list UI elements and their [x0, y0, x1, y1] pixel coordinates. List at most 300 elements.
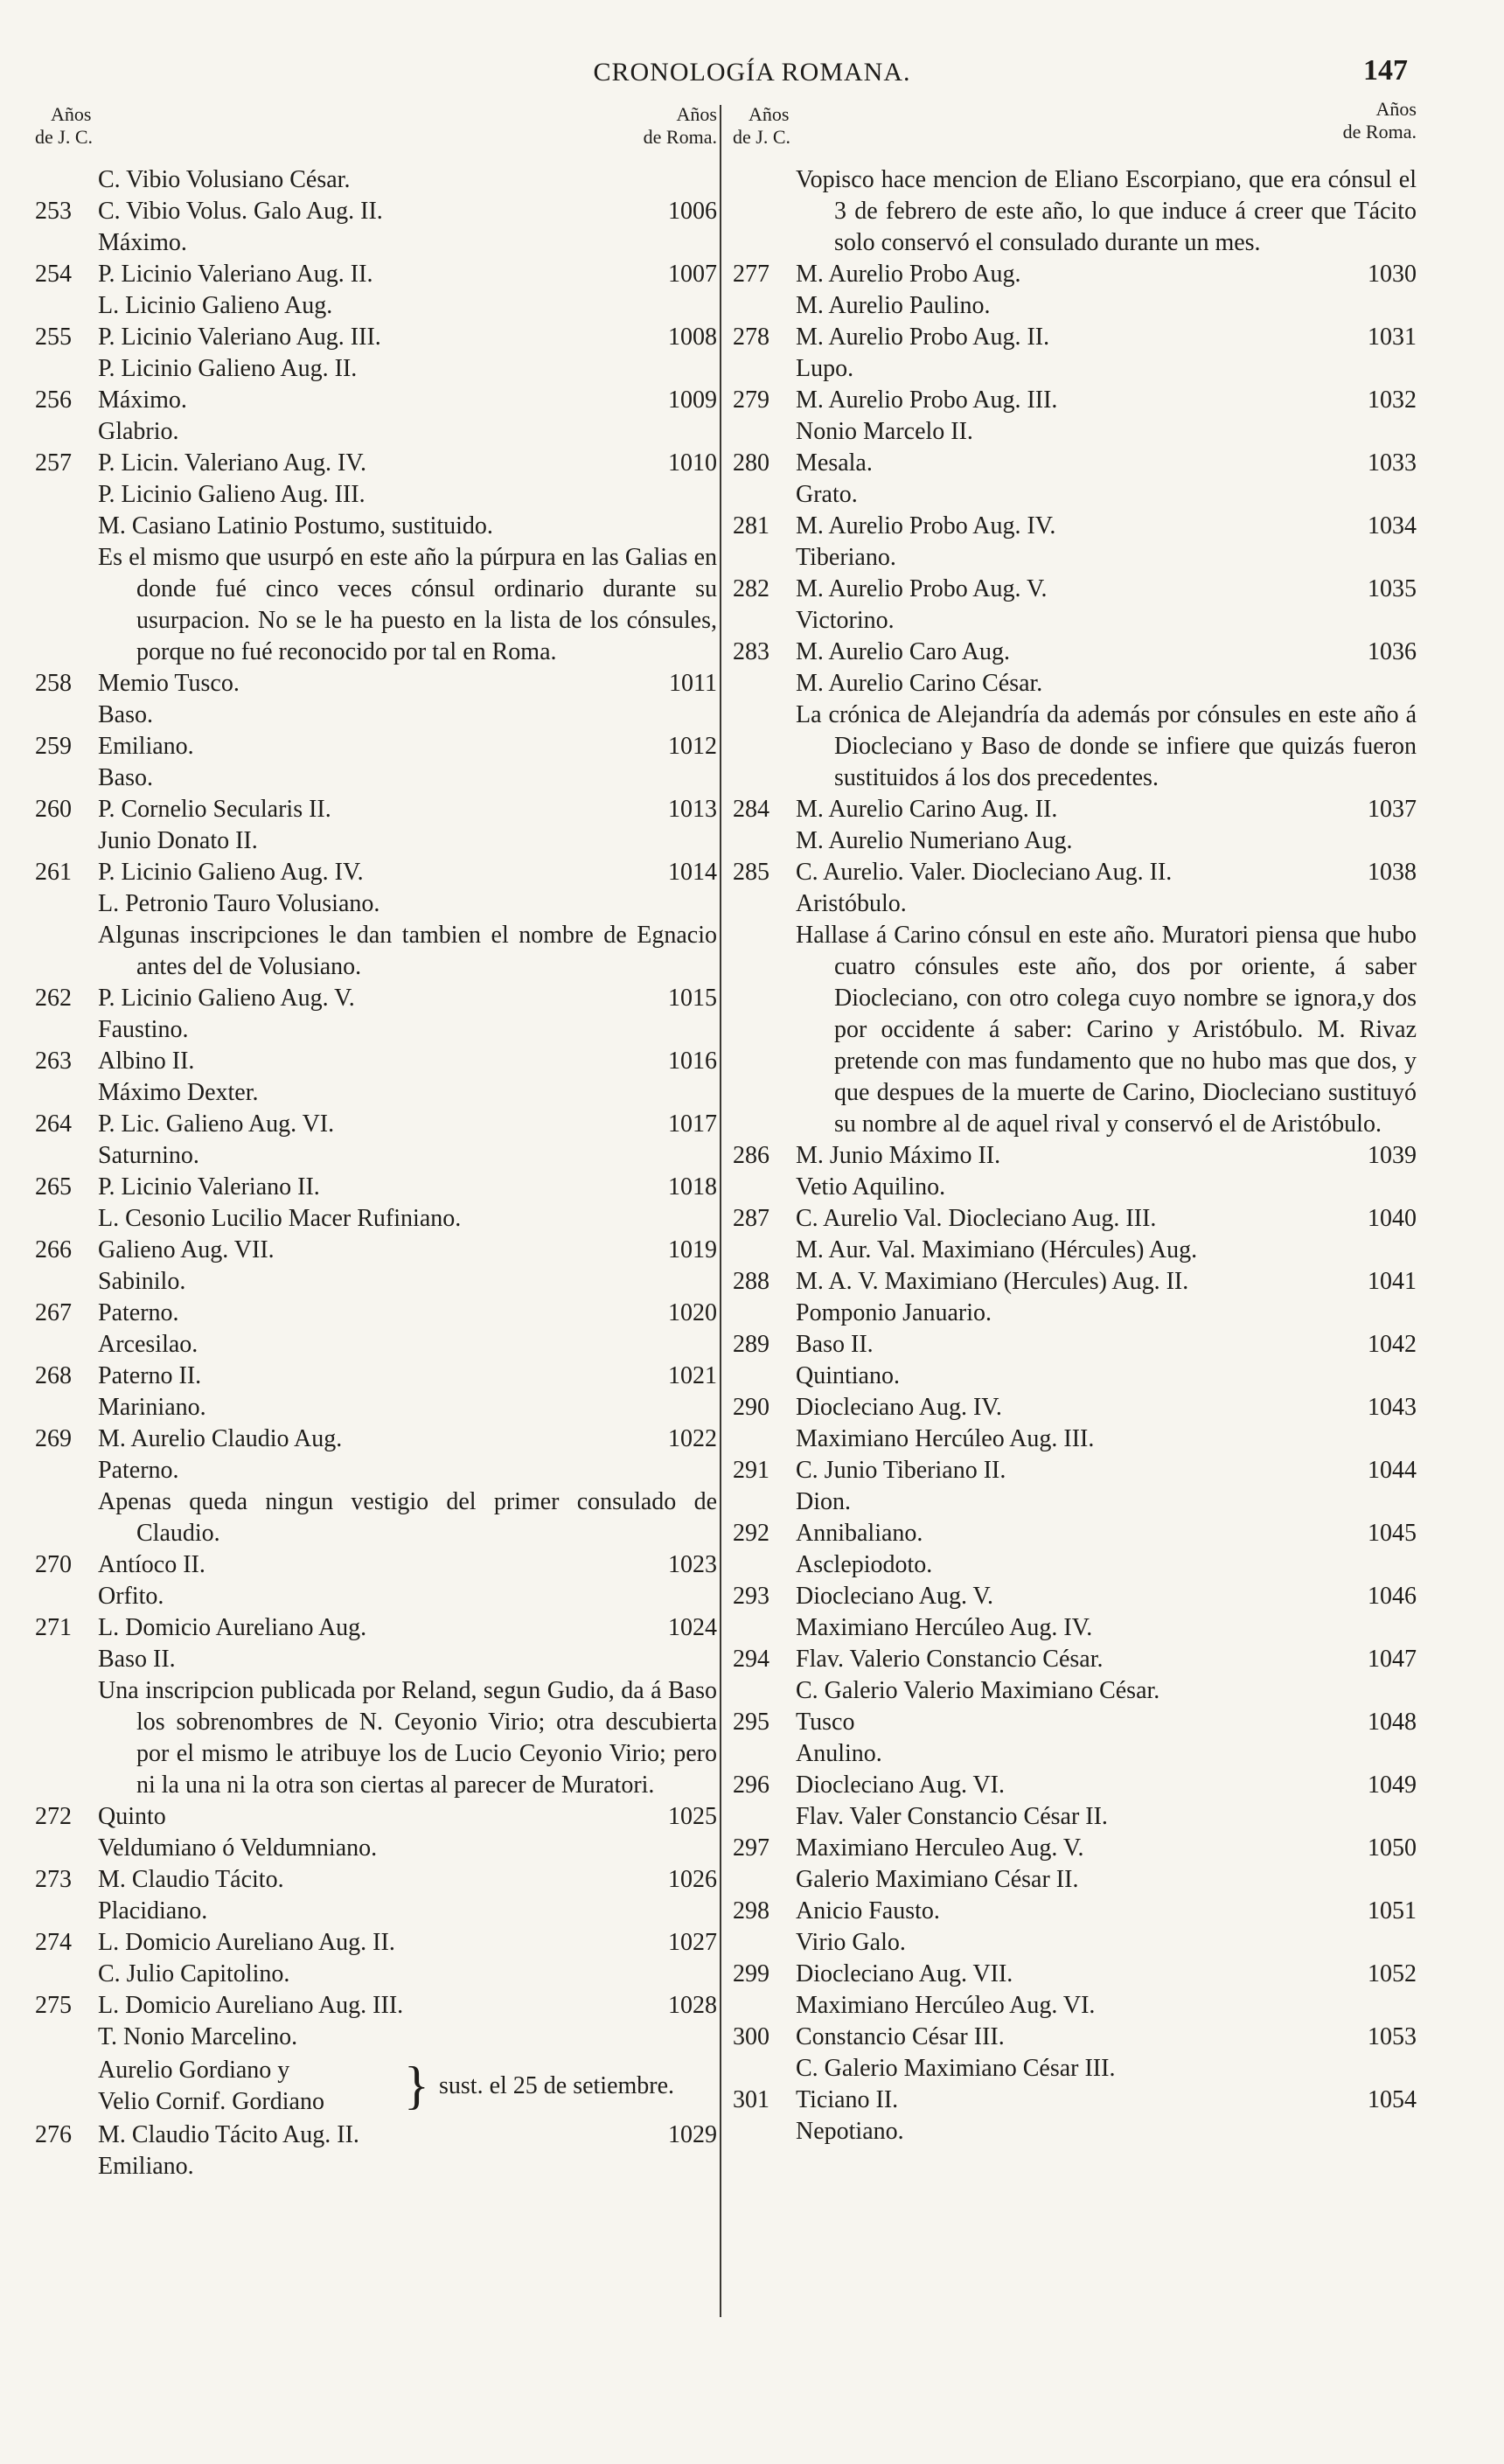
consul-name: C. Junio Tiberiano II. [796, 1457, 1006, 1484]
year-roma: 1010 [668, 449, 717, 477]
entry-line [733, 1833, 1417, 1864]
entry-line [35, 1109, 717, 1140]
column-divider [720, 105, 721, 2317]
consul-name: Maximiano Hercúleo Aug. III. [796, 1425, 1095, 1452]
consul-name: Ticiano II. [796, 2086, 899, 2113]
entry-line [35, 416, 717, 448]
note: La crónica de Alejandría da además por cónsules en este año á Diocleciano y Baso de donde se infiere que quizás fueron sustituidos á los dos precedentes. [796, 701, 1417, 791]
consul-name: P. Licinio Valeriano Aug. II. [98, 261, 373, 288]
consul-name: Junio Donato II. [98, 827, 258, 854]
consul-name: M. Aurelio Probo Aug. IV. [796, 512, 1056, 539]
consul-name: M. Aurelio Paulino. [796, 292, 991, 319]
header-de-roma: de Roma. [643, 126, 717, 148]
entry-line [733, 1329, 1417, 1361]
entry-line [733, 511, 1417, 542]
entry-line [733, 1581, 1417, 1612]
consul-name: Maximiano Herculeo Aug. V. [796, 1834, 1084, 1862]
entry-line [733, 479, 1417, 511]
consul-name: P. Cornelio Secularis II. [98, 796, 331, 823]
year-roma: 1012 [668, 733, 717, 760]
entry-line [733, 416, 1417, 448]
year-roma: 1030 [1368, 261, 1417, 288]
entry-line [35, 1172, 717, 1203]
entry-line [35, 1927, 717, 1959]
header-anos: Años [749, 103, 790, 125]
year-ad: 267 [35, 1299, 72, 1326]
year-roma: 1031 [1368, 324, 1417, 351]
year-roma: 1015 [668, 985, 717, 1012]
entry-line [733, 1707, 1417, 1738]
consul-name: P. Lic. Galieno Aug. VI. [98, 1110, 335, 1138]
entry-line [733, 1361, 1417, 1392]
entry-line [733, 1927, 1417, 1959]
year-roma: 1032 [1368, 386, 1417, 414]
consul-name: Annibaliano. [796, 1520, 923, 1547]
year-ad: 280 [733, 449, 769, 477]
consul-name: C. Vibio Volus. Galo Aug. II. [98, 198, 383, 225]
year-ad: 277 [733, 261, 769, 288]
year-ad: 262 [35, 985, 72, 1012]
year-ad: 286 [733, 1142, 769, 1169]
consul-name: M. Claudio Tácito. [98, 1866, 284, 1893]
year-roma: 1033 [1368, 449, 1417, 477]
entry-line [733, 322, 1417, 353]
entry-line [733, 1423, 1417, 1455]
entry-line [733, 385, 1417, 416]
consul-name: Glabrio. [98, 418, 179, 445]
entry-line [35, 700, 717, 731]
entry-line [733, 825, 1417, 857]
entry-line [35, 794, 717, 825]
consul-name: Emiliano. [98, 2153, 194, 2180]
consul-name: C. Aurelio Val. Diocleciano Aug. III. [796, 1205, 1157, 1232]
year-ad: 282 [733, 575, 769, 602]
consul-name: Diocleciano Aug. VII. [796, 1960, 1013, 1987]
consul-name: M. A. V. Maximiano (Hercules) Aug. II. [796, 1268, 1189, 1295]
year-roma: 1008 [668, 324, 717, 351]
entry-line [733, 668, 1417, 700]
entry-line [35, 1801, 717, 1833]
entry-line [733, 1455, 1417, 1486]
year-roma: 1040 [1368, 1205, 1417, 1232]
consul-name: Baso II. [796, 1331, 874, 1358]
entry-line [733, 259, 1417, 290]
entry-line [35, 1896, 717, 1927]
consul-name: C. Galerio Valerio Maximiano César. [796, 1677, 1160, 1704]
year-roma: 1006 [668, 198, 717, 225]
year-ad: 288 [733, 1268, 769, 1295]
entry-line [35, 1235, 717, 1266]
year-ad: 287 [733, 1205, 769, 1232]
consul-name: Galerio Maximiano César II. [796, 1866, 1079, 1893]
entry-line [35, 2022, 717, 2053]
consul-name: T. Nonio Marcelino. [98, 2023, 298, 2050]
consul-name: Flav. Valer Constancio César II. [796, 1803, 1108, 1830]
year-ad: 275 [35, 1992, 72, 2019]
year-ad: 266 [35, 1236, 72, 1263]
year-roma: 1013 [668, 796, 717, 823]
year-roma: 1046 [1368, 1583, 1417, 1610]
entry-line [733, 1518, 1417, 1549]
entry-line [35, 1266, 717, 1298]
entry-line [733, 1298, 1417, 1329]
year-ad: 273 [35, 1866, 72, 1893]
entry-line [733, 2116, 1417, 2147]
consul-name: Baso. [98, 764, 153, 791]
consul-name: Nepotiano. [796, 2118, 904, 2145]
entry-line [35, 511, 717, 542]
brace-name: Aurelio Gordiano y [98, 2057, 290, 2084]
note: Vopisco hace mencion de Eliano Escorpiano, que era cónsul el 3 de febrero de este año, lo que induce á creer que Tácito solo conservó el consulado durante un mes. [796, 166, 1417, 256]
year-ad: 283 [733, 638, 769, 665]
consul-name: Paterno II. [98, 1362, 202, 1389]
entry-line [35, 1203, 717, 1235]
consul-name: Vetio Aquilino. [796, 1173, 946, 1201]
year-ad: 253 [35, 198, 72, 225]
entry-line [35, 353, 717, 385]
entry-group [35, 2119, 717, 2182]
entry-line [733, 1549, 1417, 1581]
entry-line [35, 1077, 717, 1109]
entry-line [35, 385, 717, 416]
year-roma: 1009 [668, 386, 717, 414]
consul-name: M. Aur. Val. Maximiano (Hércules) Aug. [796, 1236, 1198, 1263]
consul-name: Faustino. [98, 1016, 189, 1043]
entry-line [35, 857, 717, 888]
entry-line: C. Vibio Volusiano César. [98, 166, 351, 193]
entry-group [35, 1801, 717, 2053]
year-roma: 1043 [1368, 1394, 1417, 1421]
entry-line [35, 1455, 717, 1486]
consul-name: Dion. [796, 1488, 851, 1515]
entry-line [733, 542, 1417, 574]
consul-name: Maximiano Hercúleo Aug. VI. [796, 1992, 1096, 2019]
entry-group [733, 259, 1417, 700]
entry-line [733, 353, 1417, 385]
consul-name: M. Casiano Latinio Postumo, sustituido. [98, 512, 493, 539]
column-header [733, 98, 1417, 164]
consul-name: C. Galerio Maximiano César III. [796, 2055, 1116, 2082]
entry-line [35, 1361, 717, 1392]
year-roma: 1027 [668, 1929, 717, 1956]
year-roma: 1018 [668, 1173, 717, 1201]
year-ad: 299 [733, 1960, 769, 1987]
entry-line [733, 448, 1417, 479]
year-roma: 1034 [1368, 512, 1417, 539]
note: Algunas inscripciones le dan tambien el nombre de Egnacio antes del de Volusiano. [98, 922, 717, 980]
column-header [35, 103, 717, 164]
consul-name: L. Domicio Aureliano Aug. [98, 1614, 367, 1641]
entry-line [35, 290, 717, 322]
consul-name: Victorino. [796, 607, 895, 634]
entry-line [35, 479, 717, 511]
entry-line [733, 605, 1417, 637]
year-ad: 301 [733, 2086, 769, 2113]
entry-line [35, 448, 717, 479]
entry-line [35, 983, 717, 1014]
year-ad: 265 [35, 1173, 72, 1201]
right-column [733, 98, 1417, 2147]
year-ad: 300 [733, 2023, 769, 2050]
year-roma: 1020 [668, 1299, 717, 1326]
brace-note: sust. el 25 de setiembre. [439, 2072, 675, 2099]
entry-line [733, 1266, 1417, 1298]
entry-line [733, 1864, 1417, 1896]
year-ad: 290 [733, 1394, 769, 1421]
year-ad: 261 [35, 859, 72, 886]
year-roma: 1023 [668, 1551, 717, 1578]
note: Una inscripcion publicada por Reland, segun Gudio, da á Baso los sobrenombres de N. Ceyonio Virio; otra descubierta por el mismo le atribuye los de Lucio Ceyonio Virio; pero ni la una ni la otra son ciertas al parecer de Muratori. [98, 1677, 717, 1799]
year-roma: 1036 [1368, 638, 1417, 665]
year-roma: 1017 [668, 1110, 717, 1138]
entry-line [733, 1896, 1417, 1927]
year-roma: 1025 [668, 1803, 717, 1830]
entry-line [35, 668, 717, 700]
consul-name: Saturnino. [98, 1142, 199, 1169]
year-roma: 1045 [1368, 1520, 1417, 1547]
consul-name: M. Aurelio Carino Aug. II. [796, 796, 1058, 823]
year-ad: 298 [733, 1897, 769, 1925]
entry-line [35, 731, 717, 762]
consul-name: Anulino. [796, 1740, 882, 1767]
consul-name: Pomponio Januario. [796, 1299, 992, 1326]
brace-symbol: } [404, 2057, 429, 2114]
consul-name: Nonio Marcelo II. [796, 418, 973, 445]
consul-name: Paterno. [98, 1457, 179, 1484]
year-ad: 270 [35, 1551, 72, 1578]
consul-name: Emiliano. [98, 733, 194, 760]
left-column [35, 103, 717, 2182]
year-ad: 285 [733, 859, 769, 886]
year-roma: 1050 [1368, 1834, 1417, 1862]
year-ad: 268 [35, 1362, 72, 1389]
header-de-jc: de J. C. [733, 126, 790, 148]
consul-name: Mariniano. [98, 1394, 206, 1421]
consul-name: Virio Galo. [796, 1929, 906, 1956]
entry-line [733, 1392, 1417, 1423]
year-ad: 272 [35, 1803, 72, 1830]
consul-name: Constancio César III. [796, 2023, 1005, 2050]
consul-name: Tiberiano. [796, 544, 896, 571]
entry-line [733, 1675, 1417, 1707]
entry-group [733, 794, 1417, 920]
year-roma: 1047 [1368, 1646, 1417, 1673]
entry-line [35, 227, 717, 259]
entry-line [35, 259, 717, 290]
consul-name: M. Aurelio Probo Aug. [796, 261, 1021, 288]
entry-line [733, 1203, 1417, 1235]
entry-line [35, 762, 717, 794]
year-ad: 259 [35, 733, 72, 760]
entry-line [35, 1990, 717, 2022]
note: Apenas queda ningun vestigio del primer consulado de Claudio. [98, 1488, 717, 1547]
consul-name: M. Aurelio Probo Aug. III. [796, 386, 1058, 414]
year-roma: 1051 [1368, 1897, 1417, 1925]
consul-name: P. Licinio Valeriano Aug. III. [98, 324, 381, 351]
year-ad: 258 [35, 670, 72, 697]
consul-name: L. Cesonio Lucilio Macer Rufiniano. [98, 1205, 462, 1232]
entry-line [733, 1990, 1417, 2022]
entry-line [733, 1140, 1417, 1172]
entry-line [733, 574, 1417, 605]
consul-name: P. Licinio Valeriano II. [98, 1173, 320, 1201]
consul-name: Máximo Dexter. [98, 1079, 259, 1106]
consul-name: Diocleciano Aug. V. [796, 1583, 994, 1610]
consul-name: L. Domicio Aureliano Aug. II. [98, 1929, 395, 1956]
year-ad: 296 [733, 1771, 769, 1799]
year-roma: 1011 [669, 670, 717, 697]
year-ad: 294 [733, 1646, 769, 1673]
header-de-roma: de Roma. [1342, 121, 1417, 143]
consul-name: M. Aurelio Probo Aug. II. [796, 324, 1050, 351]
entry-group [35, 1549, 717, 1675]
year-roma: 1019 [668, 1236, 717, 1263]
header-anos: Años [51, 103, 92, 125]
consul-name: M. Junio Máximo II. [796, 1142, 1001, 1169]
year-ad: 292 [733, 1520, 769, 1547]
entry-line [733, 290, 1417, 322]
entry-group [733, 1140, 1417, 2147]
entry-line [35, 1014, 717, 1046]
consul-name: M. Aurelio Probo Aug. V. [796, 575, 1048, 602]
year-ad: 257 [35, 449, 72, 477]
year-roma: 1044 [1368, 1457, 1417, 1484]
entry-line [35, 825, 717, 857]
entry-line [733, 1644, 1417, 1675]
consul-name: P. Licinio Galieno Aug. V. [98, 985, 355, 1012]
year-ad: 255 [35, 324, 72, 351]
entry-line [733, 1801, 1417, 1833]
consul-name: Maximiano Hercúleo Aug. IV. [796, 1614, 1093, 1641]
consul-name: Máximo. [98, 386, 187, 414]
consul-name: Lupo. [796, 355, 854, 382]
consul-name: Diocleciano Aug. IV. [796, 1394, 1002, 1421]
consul-name: P. Licinio Galieno Aug. IV. [98, 859, 364, 886]
consul-name: Sabinilo. [98, 1268, 186, 1295]
entry-line [35, 1644, 717, 1675]
consul-name: Flav. Valerio Constancio César. [796, 1646, 1104, 1673]
year-ad: 297 [733, 1834, 769, 1862]
consul-name: M. Claudio Tácito Aug. II. [98, 2121, 359, 2148]
year-roma: 1007 [668, 261, 717, 288]
consul-name: Tusco [796, 1709, 855, 1736]
consul-name: Orfito. [98, 1583, 164, 1610]
entry-line [35, 1959, 717, 1990]
year-ad: 279 [733, 386, 769, 414]
year-roma: 1028 [668, 1992, 717, 2019]
consul-name: L. Petronio Tauro Volusiano. [98, 890, 380, 917]
entry-line [35, 322, 717, 353]
entry-line [35, 1392, 717, 1423]
year-roma: 1054 [1368, 2086, 1417, 2113]
consul-name: P. Licinio Galieno Aug. III. [98, 481, 366, 508]
entry-line [35, 1612, 717, 1644]
year-roma: 1029 [668, 2121, 717, 2148]
entry-line [733, 2053, 1417, 2085]
year-ad: 260 [35, 796, 72, 823]
consul-name: M. Aurelio Carino César. [796, 670, 1043, 697]
entry-line [35, 1864, 717, 1896]
entry-line [733, 1172, 1417, 1203]
year-ad: 269 [35, 1425, 72, 1452]
entry-line [733, 1959, 1417, 1990]
entry-line [35, 1298, 717, 1329]
consul-name: Quinto [98, 1803, 166, 1830]
consul-name: Albino II. [98, 1048, 195, 1075]
consul-name: Placidiano. [98, 1897, 208, 1925]
year-roma: 1022 [668, 1425, 717, 1452]
year-roma: 1039 [1368, 1142, 1417, 1169]
entry-line [35, 2151, 717, 2182]
entry-line [35, 1046, 717, 1077]
consul-name: L. Licinio Galieno Aug. [98, 292, 333, 319]
brace-entry [35, 2053, 717, 2119]
consul-name: Diocleciano Aug. VI. [796, 1771, 1005, 1799]
consul-name: L. Domicio Aureliano Aug. III. [98, 1992, 404, 2019]
entry-line [733, 1770, 1417, 1801]
note: Es el mismo que usurpó en este año la púrpura en las Galias en donde fué cinco veces cónsul ordinario durante su usurpacion. No se le ha puesto en la lista de los cónsules, porque no fué reconocido por tal en Roma. [98, 544, 717, 665]
entry-line [35, 1581, 717, 1612]
header-anos: Años [1375, 98, 1417, 120]
year-ad: 291 [733, 1457, 769, 1484]
consul-name: Antíoco II. [98, 1551, 205, 1578]
consul-name: Aristóbulo. [796, 890, 907, 917]
page-title: CRONOLOGÍA ROMANA. [593, 58, 911, 87]
year-ad: 276 [35, 2121, 72, 2148]
consul-name: Baso. [98, 701, 153, 728]
year-ad: 263 [35, 1048, 72, 1075]
entry-line [733, 1612, 1417, 1644]
page-header [0, 54, 1504, 101]
entry-line [35, 196, 717, 227]
page-number: 147 [1363, 54, 1408, 87]
year-ad: 264 [35, 1110, 72, 1138]
year-roma: 1024 [668, 1614, 717, 1641]
consul-name: P. Licin. Valeriano Aug. IV. [98, 449, 366, 477]
consul-name: Arcesilao. [98, 1331, 198, 1358]
consul-name: C. Julio Capitolino. [98, 1960, 290, 1987]
entry-line [733, 2085, 1417, 2116]
consul-name: Anicio Fausto. [796, 1897, 940, 1925]
consul-name: Memio Tusco. [98, 670, 240, 697]
consul-name: Baso II. [98, 1646, 176, 1673]
consul-name: P. Licinio Galieno Aug. II. [98, 355, 358, 382]
year-ad: 281 [733, 512, 769, 539]
consul-name: M. Aurelio Caro Aug. [796, 638, 1010, 665]
year-roma: 1048 [1368, 1709, 1417, 1736]
year-roma: 1026 [668, 1866, 717, 1893]
year-ad: 284 [733, 796, 769, 823]
note: Hallase á Carino cónsul en este año. Muratori piensa que hubo cuatro cónsules este año, dos por oriente, á saber Diocleciano, con otro colega cuyo nombre se ignora,y dos por occidente á saber: Carino y Aristóbulo. M. Rivaz pretende con mas fundamento que no hubo mas que dos, y que despues de la muerte de Carino, Diocleciano sustituyó su nombre al de aquel rival y conservó el de Aristóbulo. [796, 922, 1417, 1138]
year-ad: 254 [35, 261, 72, 288]
year-ad: 295 [733, 1709, 769, 1736]
year-roma: 1016 [668, 1048, 717, 1075]
year-roma: 1053 [1368, 2023, 1417, 2050]
year-roma: 1052 [1368, 1960, 1417, 1987]
consul-name: Asclepiodoto. [796, 1551, 933, 1578]
entry-group [35, 196, 717, 542]
year-roma: 1042 [1368, 1331, 1417, 1358]
consul-name: Mesala. [796, 449, 873, 477]
consul-name: C. Aurelio. Valer. Diocleciano Aug. II. [796, 859, 1173, 886]
entry-line [35, 1549, 717, 1581]
year-roma: 1049 [1368, 1771, 1417, 1799]
consul-name: Galieno Aug. VII. [98, 1236, 275, 1263]
header-anos: Años [676, 103, 717, 125]
entry-line [733, 1486, 1417, 1518]
header-de-jc: de J. C. [35, 126, 93, 148]
consul-name: Máximo. [98, 229, 187, 256]
